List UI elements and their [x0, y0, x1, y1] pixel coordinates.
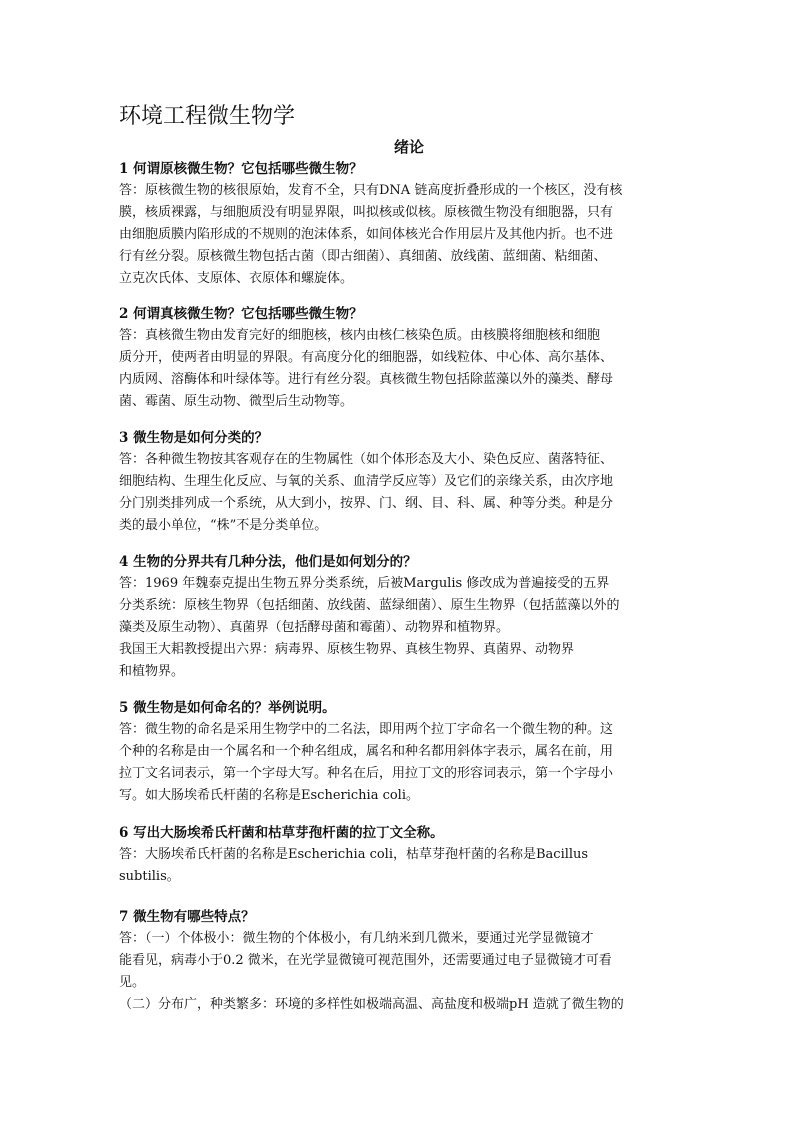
answer-line: subtilis。 — [119, 869, 180, 884]
question-heading: 1 何谓原核微生物？它包括哪些微生物？ — [119, 161, 363, 177]
document-title: 环境工程微生物学 — [119, 104, 296, 129]
answer-line: 个种的名称是由一个属名和一个种名组成，属名和种名都用斜体字表示，属名在前，用 — [119, 744, 614, 759]
answer-line: 答：1969 年魏泰克提出生物五界分类系统，后被Margulis 修改成为普遍接受的五界 — [119, 576, 610, 591]
question-block — [119, 303, 689, 413]
answer-line: 拉丁文名词表示，第一个字母大写。种名在后，用拉丁文的形容词表示，第一个字母小 — [119, 766, 614, 781]
answer-line: 藻类及原生动物）、真菌界（包括酵母菌和霉菌）、动物界和植物界。 — [119, 620, 510, 635]
question-heading: 7 微生物有哪些特点？ — [119, 909, 255, 925]
question-block — [119, 906, 689, 1016]
section-title: 绪论 — [393, 138, 424, 156]
answer-line: 答：各种微生物按其客观存在的生物属性（如个体形态及大小、染色反应、菌落特征、 — [119, 452, 614, 467]
answer-line: 膜，核质裸露，与细胞质没有明显界限，叫拟核或似核。原核微生物没有细胞器，只有 — [119, 205, 614, 220]
answer-line: 答：原核微生物的核很原始，发育不全，只有DNA 链高度折叠形成的一个核区，没有核 — [119, 183, 623, 198]
answer-line: 能看见，病毒小于0.2 微米，在光学显微镜可视范围外，还需要通过电子显微镜才可看 — [119, 953, 612, 968]
answer-line: 立克次氏体、支原体、衣原体和螺旋体。 — [119, 271, 354, 286]
answer-line: 质分开，使两者由明显的界限。有高度分化的细胞器，如线粒体、中心体、高尔基体、 — [119, 350, 614, 365]
question-heading: 6 写出大肠埃希氏杆菌和枯草芽孢杆菌的拉丁文全称。 — [119, 825, 444, 841]
question-heading: 4 生物的分界共有几种分法，他们是如何划分的？ — [119, 554, 417, 570]
answer-line: 见。 — [119, 975, 146, 990]
answer-line: 由细胞质膜内陷形成的不规则的泡沫体系，如间体核光合作用层片及其他内折。也不进 — [119, 227, 614, 242]
answer-line: 分门别类排列成一个系统，从大到小，按界、门、纲、目、科、属、种等分类。种是分 — [119, 496, 614, 511]
question-heading: 2 何谓真核微生物？它包括哪些微生物？ — [119, 306, 363, 322]
question-block — [119, 822, 689, 888]
answer-line: 细胞结构、生理生化反应、与氧的关系、血清学反应等）及它们的亲缘关系，由次序地 — [119, 474, 614, 489]
answer-line: 内质网、溶酶体和叶绿体等。进行有丝分裂。真核微生物包括除蓝藻以外的藻类、酵母 — [119, 372, 614, 387]
question-block — [119, 427, 689, 537]
answer-line: 类的最小单位，“株”不是分类单位。 — [119, 518, 328, 533]
answer-line: （二）分布广，种类繁多：环境的多样性如极端高温、高盐度和极端pH 造就了微生物的 — [119, 997, 624, 1012]
question-heading: 5 微生物是如何命名的？举例说明。 — [119, 700, 336, 716]
question-block — [119, 158, 689, 290]
answer-line: 答：（一）个体极小：微生物的个体极小，有几纳米到几微米，要通过光学显微镜才 — [119, 931, 594, 946]
answer-line: 我国王大耜教授提出六界：病毒界、原核生物界、真核生物界、真菌界、动物界 — [119, 642, 575, 657]
answer-line: 答：微生物的命名是采用生物学中的二名法，即用两个拉丁字命名一个微生物的种。这 — [119, 722, 614, 737]
answer-line: 和植物界。 — [119, 664, 185, 679]
answer-line: 答：大肠埃希氏杆菌的名称是Escherichia coli，枯草芽孢杆菌的名称是Bacillus — [119, 847, 589, 862]
question-block — [119, 697, 689, 807]
question-heading: 3 微生物是如何分类的？ — [119, 430, 269, 446]
question-block — [119, 551, 689, 683]
answer-line: 分类系统：原核生物界（包括细菌、放线菌、蓝绿细菌）、原生生物界（包括蓝藻以外的 — [119, 598, 620, 613]
answer-line: 写。如大肠埃希氏杆菌的名称是Escherichia coli。 — [119, 788, 419, 803]
answer-line: 菌、霉菌、原生动物、微型后生动物等。 — [119, 394, 354, 409]
answer-line: 答：真核微生物由发育完好的细胞核，核内由核仁核染色质。由核膜将细胞核和细胞 — [119, 328, 601, 343]
answer-line: 行有丝分裂。原核微生物包括古菌（即古细菌）、真细菌、放线菌、蓝细菌、粘细菌、 — [119, 249, 607, 264]
